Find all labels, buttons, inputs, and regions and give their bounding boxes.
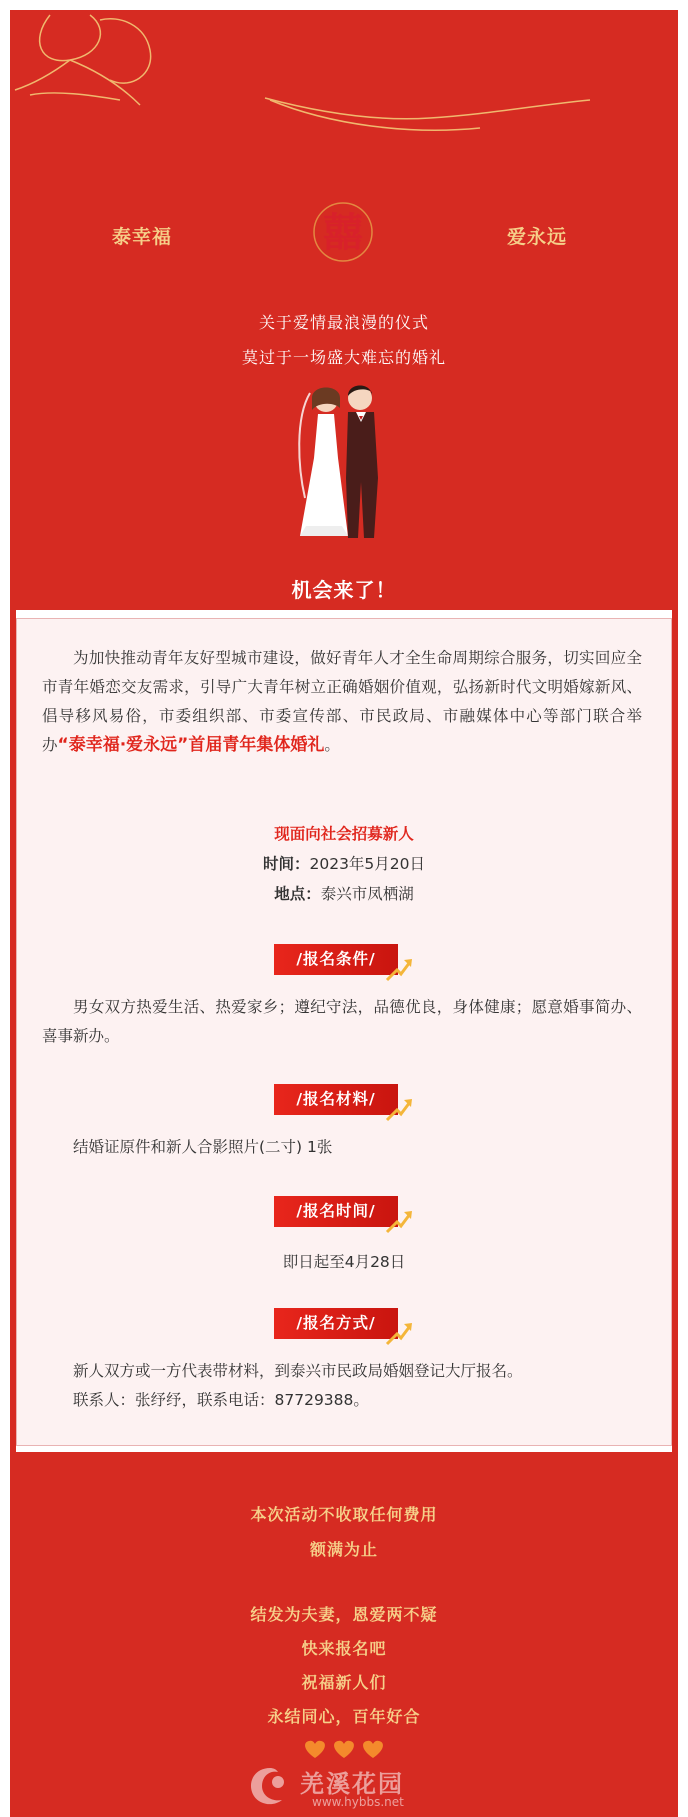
badge-title: /报名条件/ — [296, 950, 376, 968]
footer-line-6: 永结同心，百年好合 — [267, 1707, 421, 1726]
intro-line-1: 关于爱情最浪漫的仪式 — [258, 313, 429, 332]
section-badge-method — [274, 1308, 414, 1348]
event-place — [0, 882, 688, 904]
growth-arrow-icon — [384, 1206, 414, 1236]
section-text-method: 新人双方或一方代表带材料，到泰兴市民政局婚姻登记大厅报名。 — [73, 1362, 523, 1380]
bride-groom-illustration — [290, 378, 400, 548]
time-label: 时间： — [262, 855, 310, 873]
time-value: 2023年5月20日 — [309, 855, 426, 873]
badge-title: /报名方式/ — [296, 1314, 376, 1332]
growth-arrow-icon — [384, 1318, 414, 1348]
section-text-time: 即日起至4月28日 — [282, 1253, 406, 1271]
badge-title: /报名时间/ — [296, 1202, 376, 1220]
footer-line-4: 快来报名吧 — [301, 1639, 387, 1658]
event-name: “泰幸福·爱永远”首届青年集体婚礼 — [57, 735, 325, 755]
place-label: 地点： — [274, 885, 321, 903]
footer-line-3: 结发为夫妻，恩爱两不疑 — [250, 1605, 438, 1624]
heart-icon — [305, 1741, 325, 1758]
recruit-heading: 现面向社会招募新人 — [274, 825, 414, 843]
section-badge-materials — [274, 1084, 414, 1124]
section-text-conditions: 男女双方热爱生活、热爱家乡；遵纪守法，品德优良，身体健康；愿意婚事简办、喜事新办。 — [42, 998, 642, 1045]
intro-line-2: 莫过于一场盛大难忘的婚礼 — [241, 348, 446, 367]
heart-icon — [334, 1741, 354, 1758]
gold-swirl-decoration — [10, 10, 678, 150]
slogan-right: 爱永远 — [507, 226, 568, 248]
hearts-row — [301, 1738, 387, 1760]
footer-line-5: 祝福新人们 — [301, 1673, 387, 1692]
chance-heading: 机会来了！ — [291, 578, 397, 602]
section-text-materials: 结婚证原件和新人合影照片(二寸) 1张 — [73, 1138, 333, 1156]
event-time — [0, 852, 688, 874]
badge-title: /报名材料/ — [296, 1090, 376, 1108]
section-badge-time — [274, 1196, 414, 1236]
intro-text: 为加快推动青年友好型城市建设，做好青年人才全生命周期综合服务，切实回应全市青年婚恋交友需求，引导广大青年树立正确婚姻价值观，弘扬新时代文明婚嫁新风、倡导移风易俗，市委组织部、市委宣传部、市民政局、市融媒体中心等部门联合举办 — [42, 649, 642, 754]
intro-paragraph — [42, 644, 642, 760]
section-text-contact: 联系人：张纾纾，联系电话：87729388。 — [73, 1391, 369, 1409]
footer-line-1: 本次活动不收取任何费用 — [250, 1505, 438, 1524]
place-value: 泰兴市凤栖湖 — [320, 885, 414, 903]
watermark-url: www.hybbs.net — [312, 1795, 404, 1809]
heart-icon — [363, 1741, 383, 1758]
double-happiness-icon — [306, 196, 380, 268]
panel-right-border — [672, 610, 678, 1452]
footer-line-2: 额满为止 — [309, 1540, 378, 1559]
section-badge-conditions — [274, 944, 414, 984]
xi-glyph: 囍 — [323, 210, 363, 256]
growth-arrow-icon — [384, 954, 414, 984]
intro-end: 。 — [324, 736, 340, 754]
slogan-left: 泰幸福 — [112, 226, 173, 248]
growth-arrow-icon — [384, 1094, 414, 1124]
watermark-text: 羌溪花园 — [300, 1770, 404, 1798]
